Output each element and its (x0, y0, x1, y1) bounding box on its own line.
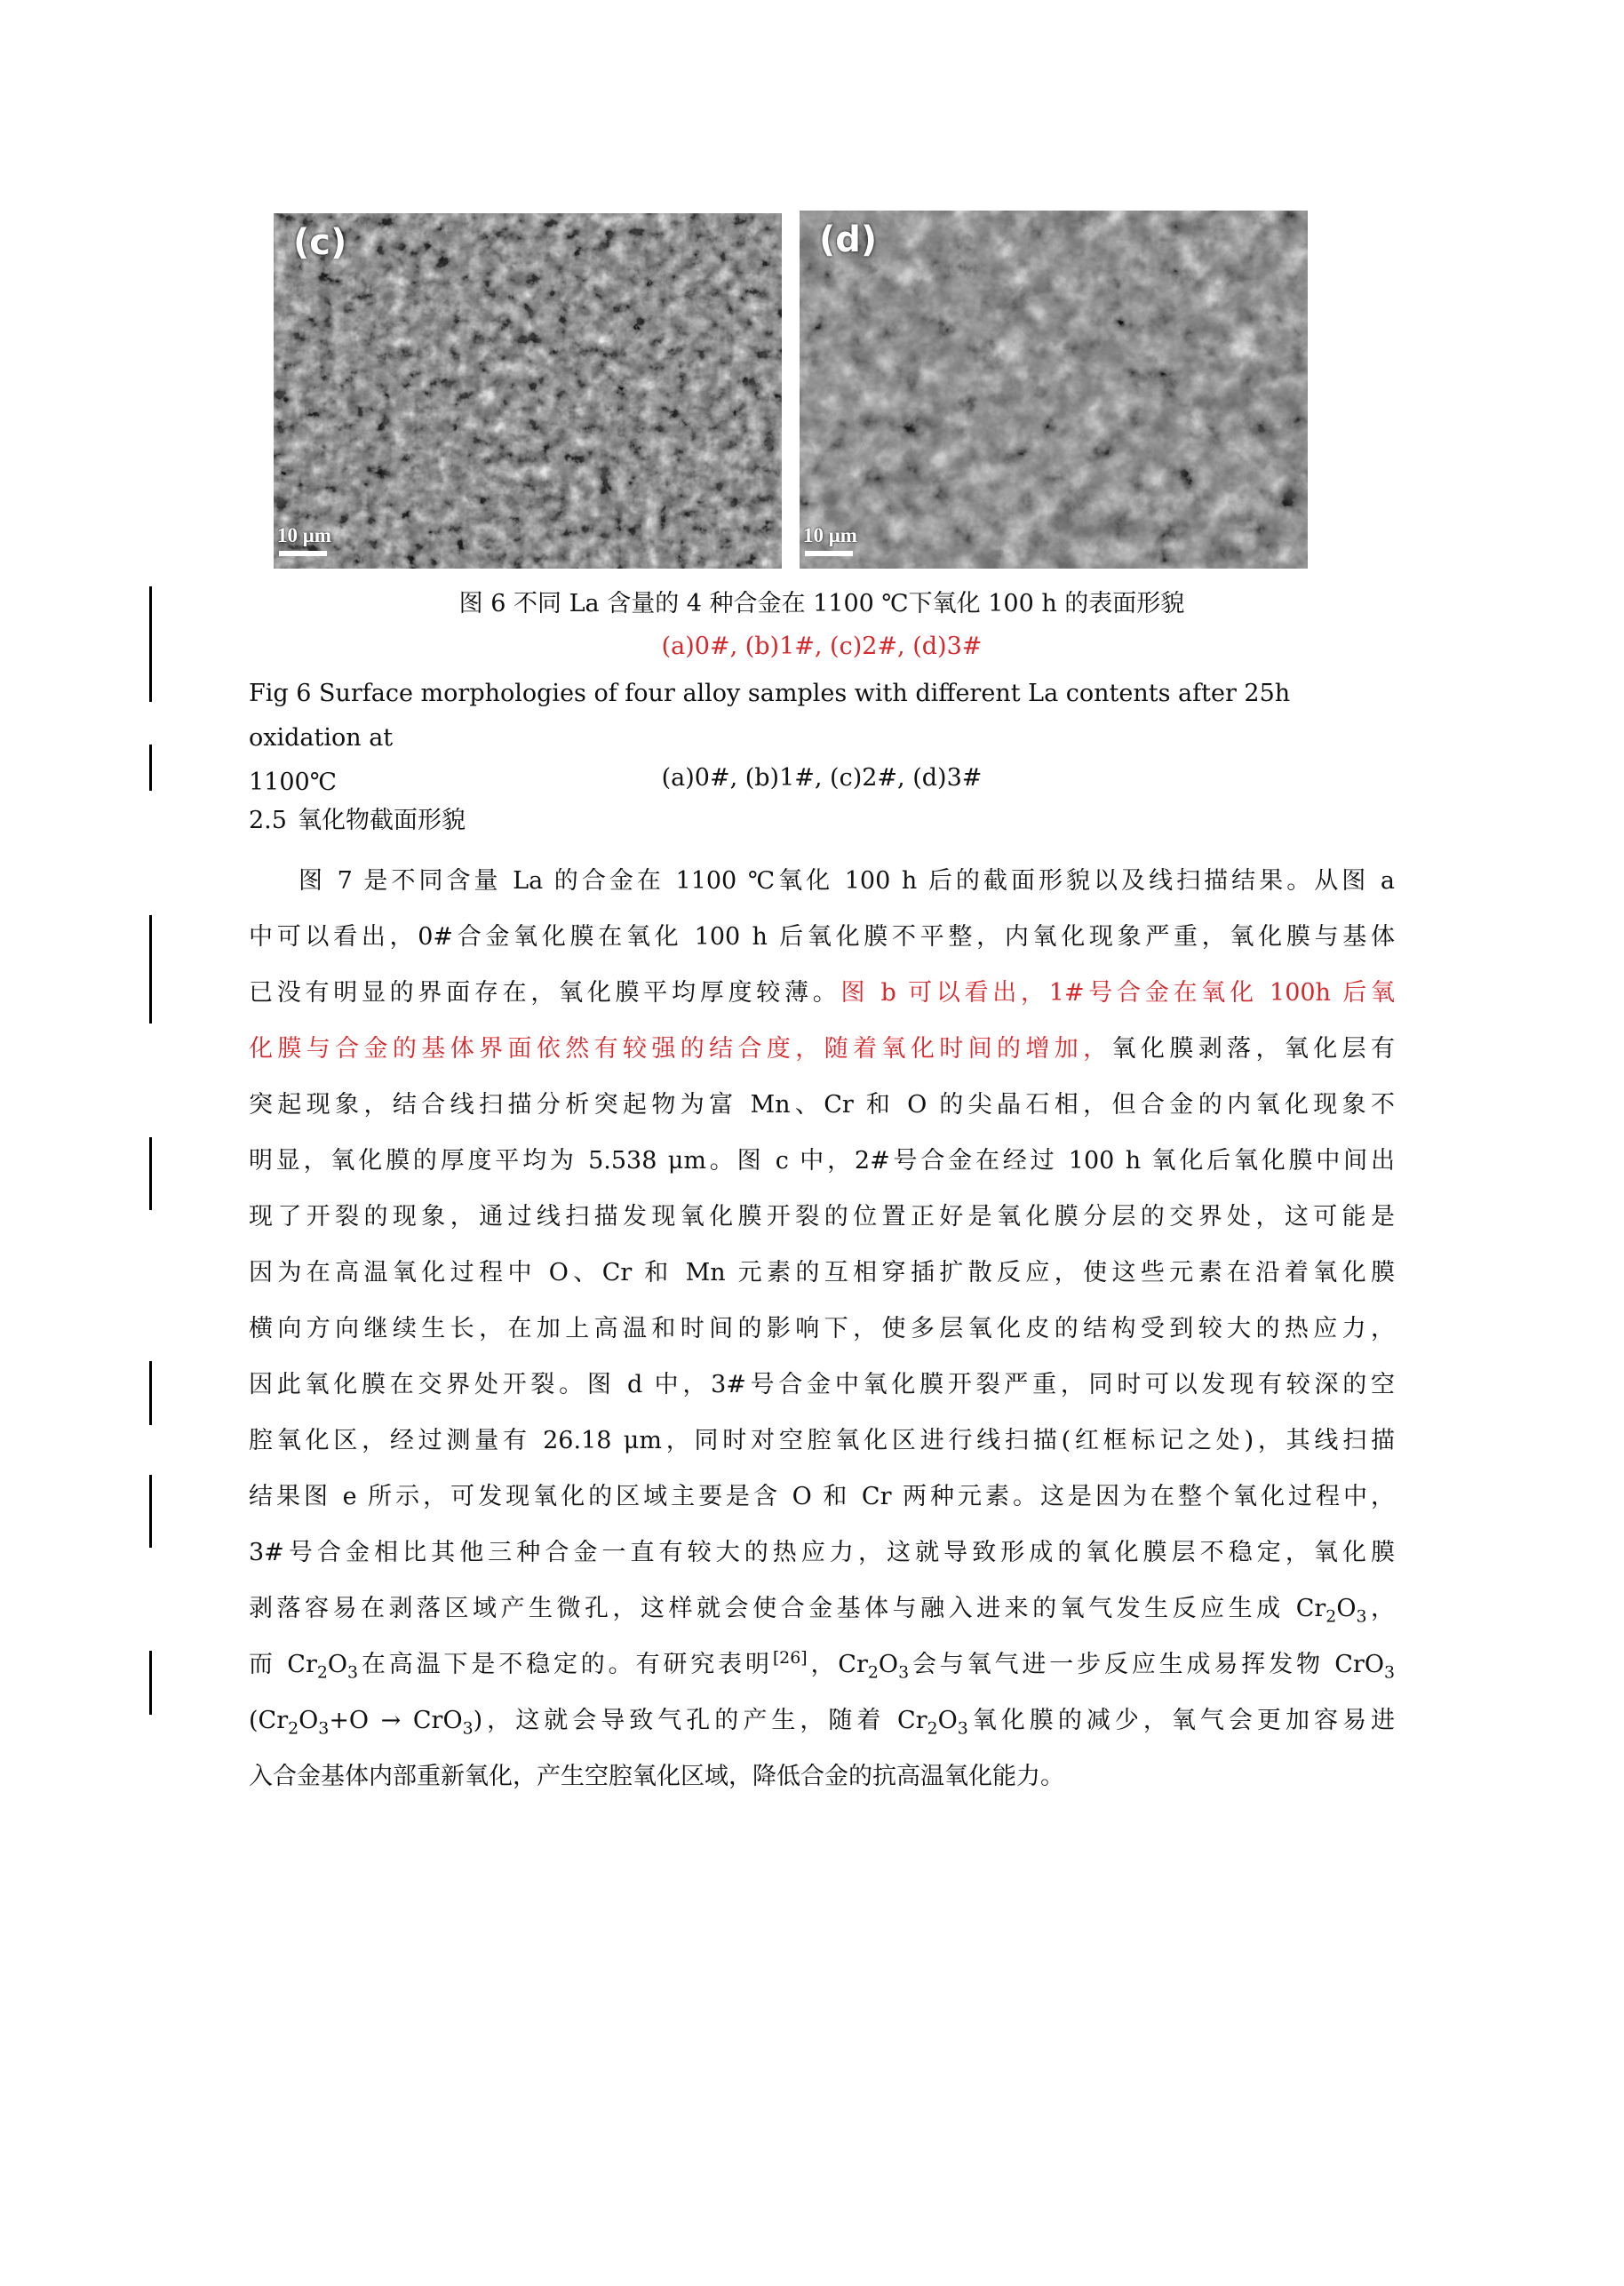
section-heading (249, 803, 466, 839)
change-bar (149, 586, 152, 702)
section-title: 氧化物截面形貌 (297, 807, 466, 834)
text-run: ， (1366, 1595, 1396, 1622)
paragraph-line (249, 1693, 1395, 1748)
paragraph-line: 3#号合金相比其他三种合金一直有较大的热应力，这就导致形成的氧化膜层不稳定，氧化膜 (249, 1539, 1395, 1566)
subscript: 2 (927, 1718, 938, 1739)
paragraph-line: 中可以看出，0#合金氧化膜在氧化 100 h 后氧化膜不平整，内氧化现象严重，氧化膜与基体 (249, 923, 1395, 951)
scale-bar (805, 551, 853, 556)
paragraph-line: 现了开裂的现象，通过线扫描发现氧化膜开裂的位置正好是氧化膜分层的交界处，这可能是 (249, 1203, 1395, 1231)
paragraph-line (249, 965, 1395, 1021)
subscript: 3 (957, 1718, 968, 1739)
text-run: O (327, 1651, 348, 1678)
text-run: ，Cr (807, 1651, 868, 1678)
text-run: 而 Cr (249, 1651, 317, 1678)
change-bar (149, 1137, 152, 1210)
figure-caption-en-line2: 1100℃ (249, 769, 337, 796)
text-run: O (878, 1651, 899, 1678)
section-number: 2.5 (249, 807, 287, 834)
paragraph-line: 入合金基体内部重新氧化，产生空腔氧化区域，降低合金的抗高温氧化能力。 (249, 1763, 1064, 1790)
text-run: 氧化膜剥落，氧化层有 (1111, 1035, 1396, 1063)
subscript: 3 (462, 1718, 474, 1739)
text-run: 会与氧气进一步反应生成易挥发物 CrO (909, 1651, 1384, 1678)
paragraph-line (249, 1021, 1395, 1077)
change-bar (149, 1475, 152, 1548)
subscript: 3 (898, 1662, 910, 1683)
panel-label-c: (c) (293, 222, 347, 263)
text-run: 氧化膜的减少，氧气会更加容易进 (967, 1707, 1395, 1734)
scale-bar (279, 551, 327, 556)
paragraph-line: 图 7 是不同含量 La 的合金在 1100 ℃氧化 100 h 后的截面形貌以及线扫描结果。从图 a (299, 867, 1395, 895)
text-run: (Cr (249, 1707, 289, 1734)
subscript: 2 (867, 1662, 879, 1683)
paragraph-line: 因此氧化膜在交界处开裂。图 d 中，3#号合金中氧化膜开裂严重，同时可以发现有较深的空 (249, 1371, 1395, 1398)
body-paragraph (249, 853, 1395, 1804)
text-run: O (299, 1707, 319, 1734)
sem-image-c (274, 213, 782, 569)
paragraph-line: 腔氧化区，经过测量有 26.18 μm，同时对空腔氧化区进行线扫描(红框标记之处)，其线扫描 (249, 1427, 1395, 1454)
paragraph-line (249, 1637, 1395, 1693)
text-run: 已没有明显的界面存在，氧化膜平均厚度较薄。 (249, 979, 841, 1007)
paragraph-line: 因为在高温氧化过程中 O、Cr 和 Mn 元素的互相穿插扩散反应，使这些元素在沿着氧化膜 (249, 1259, 1395, 1286)
sem-image-d (800, 211, 1308, 569)
text-run: )，这就会导致气孔的产生，随着 Cr (473, 1707, 927, 1734)
paragraph-line: 明显，氧化膜的厚度平均为 5.538 μm。图 c 中，2#号合金在经过 100 h 氧化后氧化膜中间出 (249, 1147, 1395, 1175)
text-run: +O → CrO (329, 1707, 463, 1734)
citation-ref: [26] (772, 1648, 808, 1668)
subscript: 2 (316, 1662, 328, 1683)
subscript: 3 (1356, 1606, 1367, 1627)
text-run: 剥落容易在剥落区域产生微孔，这样就会使合金基体与融入进来的氧气发生反应生成 Cr (249, 1595, 1326, 1622)
scale-bar-label: 10 μm (803, 524, 857, 546)
change-bar (149, 915, 152, 1024)
text-run: O (1336, 1595, 1357, 1622)
change-bar (149, 1651, 152, 1715)
paragraph-line: 结果图 e 所示，可发现氧化的区域主要是含 O 和 Cr 两种元素。这是因为在整个氧化过程中， (249, 1483, 1395, 1510)
subscript: 3 (318, 1718, 330, 1739)
text-run: 在高温下是不稳定的。有研究表明 (358, 1651, 773, 1678)
subscript: 3 (1383, 1662, 1395, 1683)
subscript: 2 (288, 1718, 299, 1739)
panel-label-d: (d) (819, 219, 878, 260)
paragraph-line: 横向方向继续生长，在加上高温和时间的影响下，使多层氧化皮的结构受到较大的热应力， (249, 1315, 1395, 1342)
highlight-text: 图 b 可以看出，1#号合金在氧化 100h 后氧 (840, 979, 1396, 1007)
change-bar (149, 745, 152, 791)
text-run: O (937, 1707, 958, 1734)
figure-caption-cn: 图 6 不同 La 含量的 4 种合金在 1100 ℃下氧化 100 h 的表面形貌 (458, 590, 1185, 617)
paragraph-line: 突起现象，结合线扫描分析突起物为富 Mn、Cr 和 O 的尖晶石相，但合金的内氧化现象不 (249, 1091, 1395, 1119)
figure-caption-en-line1: Fig 6 Surface morphologies of four alloy samples with different La contents after 25h oxidation at (249, 680, 1291, 752)
figure-caption-en-panels: (a)0#, (b)1#, (c)2#, (d)3# (661, 764, 983, 792)
subscript: 3 (347, 1662, 359, 1683)
subscript: 2 (1325, 1606, 1337, 1627)
highlight-text: 化膜与合金的基体界面依然有较强的结合度，随着氧化时间的增加， (249, 1035, 1112, 1063)
figure-caption-cn-panels: (a)0#, (b)1#, (c)2#, (d)3# (661, 633, 983, 660)
paragraph-line (249, 1581, 1395, 1637)
scale-bar-label: 10 μm (277, 524, 331, 546)
change-bar (149, 1361, 152, 1425)
